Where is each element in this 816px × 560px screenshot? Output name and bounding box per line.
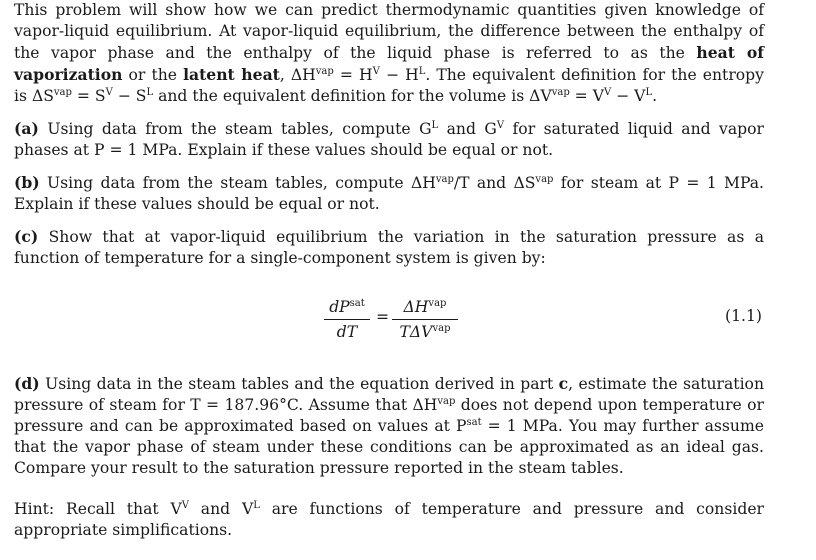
term-latent-heat: latent heat	[183, 65, 280, 84]
numerator: $\Delta H^{vap}$	[403, 298, 447, 316]
superscript: vap	[428, 298, 447, 309]
hint-text: Hint: Recall that V	[14, 500, 182, 518]
part-ref-c: c	[558, 374, 569, 393]
part-d-text: does not depend upon temperature or pressure and can be approximated based on values at P	[14, 396, 764, 435]
superscript: vap	[551, 87, 570, 98]
intro-text: − S	[112, 87, 147, 105]
intro-text: = H	[333, 66, 373, 84]
part-d-label: (d)	[14, 374, 40, 393]
superscript: vap	[535, 174, 554, 185]
intro-text: − H	[379, 66, 419, 84]
part-b-text: Using data from the steam tables, compute ΔH	[39, 174, 436, 192]
part-a	[14, 118, 764, 161]
superscript: V	[372, 66, 380, 77]
term-heat-of-vaporization: heat of vaporization	[14, 43, 764, 84]
equation-number: (1.1)	[725, 307, 762, 325]
superscript: V	[496, 120, 505, 131]
superscript: V	[603, 87, 612, 98]
part-d	[14, 373, 764, 479]
numerator: $dP^{sat}$	[329, 298, 365, 316]
intro-text: = S	[71, 87, 106, 105]
hint-paragraph	[14, 499, 764, 541]
part-c	[14, 226, 764, 269]
intro-text: or the	[122, 66, 184, 84]
superscript: L	[146, 87, 154, 98]
equals-sign: =	[376, 308, 390, 326]
equation-1-1	[14, 297, 764, 353]
denominator: $T\Delta V^{vap}$	[399, 323, 451, 341]
intro-text: and the equivalent definition for the volume is ΔV	[153, 87, 552, 105]
part-a-text: for saturated liquid and vapor phases at P = 1 MPa. Explain if these values should be equal or not.	[14, 120, 764, 159]
part-b	[14, 172, 764, 215]
superscript: sat	[466, 417, 482, 428]
superscript: L	[253, 500, 260, 511]
superscript: V	[181, 500, 189, 511]
part-d-text: = 1 MPa. You may further assume that the vapor phase of steam under these conditions can be approximated as an ideal gas. Compare your result to the saturation pressure reported in the steam tables.	[14, 417, 764, 477]
part-c-label: (c)	[14, 227, 39, 246]
part-a-label: (a)	[14, 119, 39, 138]
fraction-dpsat-dt	[324, 297, 370, 342]
superscript: vap	[432, 323, 451, 334]
part-d-text: , estimate the saturation pressure of steam for T = 187.96°C. Assume that ΔH	[14, 375, 764, 414]
fraction-bar	[324, 319, 370, 320]
intro-paragraph	[14, 0, 764, 107]
intro-text: − V	[611, 87, 646, 105]
part-a-text: Using data from the steam tables, compute G	[38, 120, 432, 138]
intro-text: .	[652, 87, 658, 105]
intro-text: . The equivalent definition for the entropy is ΔS	[14, 66, 764, 105]
part-c-text: Show that at vapor-liquid equilibrium the variation in the saturation pressure as a function of temperature for a single-component system is given by:	[14, 228, 764, 267]
part-a-text: and G	[438, 120, 497, 138]
fraction-bar	[392, 319, 458, 320]
part-b-text: /T and ΔS	[453, 174, 536, 192]
part-d-text: Using data in the steam tables and the equation derived in part	[39, 375, 559, 393]
fraction-dhvap-tdvvap	[392, 297, 458, 342]
part-b-text: for steam at P = 1 MPa. Explain if these values should be equal or not.	[14, 174, 764, 213]
hint-text: are functions of temperature and pressure and consider appropriate simplifications.	[14, 500, 765, 539]
superscript: V	[105, 87, 113, 98]
intro-text: , ΔH	[279, 66, 316, 84]
hint-text: and V	[188, 500, 254, 518]
part-b-label: (b)	[14, 173, 40, 192]
superscript: vap	[315, 66, 334, 77]
superscript: vap	[435, 174, 454, 185]
superscript: L	[418, 66, 426, 77]
intro-text: = V	[569, 87, 604, 105]
superscript: L	[431, 120, 439, 131]
superscript: L	[645, 87, 653, 98]
denominator: dT	[336, 323, 358, 341]
superscript: sat	[349, 298, 365, 309]
superscript: vap	[53, 87, 72, 98]
intro-text: This problem will show how we can predict thermodynamic quantities given knowledge of vapor-liquid equilibrium. At vapor-liquid equilibrium, the difference between the enthalpy of the vapor phase and the enthalpy of the liquid phase is referred to as the	[14, 1, 764, 62]
superscript: vap	[437, 396, 456, 407]
problem-page	[14, 0, 764, 541]
